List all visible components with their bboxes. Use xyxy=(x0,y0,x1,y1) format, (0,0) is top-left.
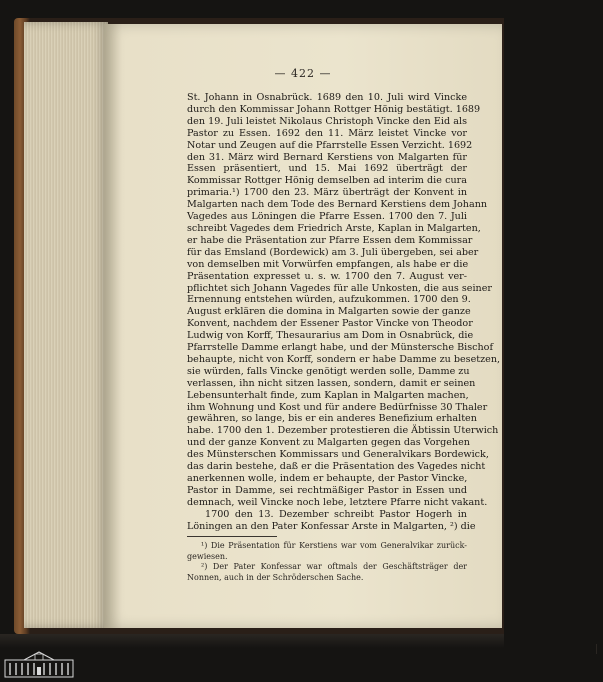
text-line: und der ganze Konvent zu Malgarten gegen das Vorgehen xyxy=(187,437,470,449)
text-line: demnach, weil Vincke noch lebe, letztere Pfarre nicht vakant. xyxy=(187,496,488,508)
footnote-line: ¹) Die Präsentation für Kerstiens war vom Generalvikar zurück- xyxy=(201,541,467,550)
text-line: Pfarrstelle Damme erlangt habe, und der Münstersche Bischof xyxy=(187,342,493,354)
text-line: Lebensunterhalt finde, zum Kaplan in Malgarten machen, xyxy=(187,389,469,401)
text-line: sie würden, falls Vincke genötigt werden solle, Damme zu xyxy=(187,365,470,377)
body-text xyxy=(187,92,501,533)
footnote-line: gewiesen. xyxy=(187,551,228,561)
text-line: Ernennung entstehen würden, aufzukommen. 1700 den 9. xyxy=(187,294,471,306)
text-line: Vagedes aus Löningen die Pfarre Essen. 1700 den 7. Juli xyxy=(187,211,467,223)
text-line: Pastor in Damme, sei rechtmäßiger Pastor in Essen und xyxy=(187,484,467,496)
table-shadow xyxy=(0,634,504,648)
text-line: August erklären die domina in Malgarten sowie der ganze xyxy=(187,306,471,318)
text-line: Malgarten nach dem Tode des Bernard Kerstiens dem Johann xyxy=(187,199,488,211)
library-building-logo-icon xyxy=(4,650,74,678)
page-edges xyxy=(24,22,108,628)
page-corner-mark xyxy=(596,644,603,654)
text-line: schreibt Vagedes dem Friedrich Arste, Kaplan in Malgarten, xyxy=(187,222,481,234)
text-line: Notar und Zeugen auf die Pfarrstelle Essen Verzicht. 1692 xyxy=(187,139,473,151)
text-line: des Münsterschen Kommissars und Generalvikars Bordewick, xyxy=(187,449,489,461)
footnotes xyxy=(187,541,467,583)
text-line: pflichtet sich Johann Vagedes für alle Unkosten, die aus seiner xyxy=(187,282,492,294)
text-line: gewähren, so lange, bis er ein anderes Benefizium erhalten xyxy=(187,413,477,425)
text-line: das darin bestehe, daß er die Präsentation des Vagedes nicht xyxy=(187,461,486,473)
text-line: durch den Kommissar Johann Rottger Hönig bestätigt. 1689 xyxy=(187,103,481,115)
page-number: — 422 — xyxy=(274,67,332,80)
text-line: habe. 1700 den 1. Dezember protestieren die Äbtissin Uterwich xyxy=(187,425,499,437)
footnote-line: ²) Der Pater Konfessar war oftmals der Geschäftsträger der xyxy=(201,562,467,572)
text-line: den 19. Juli leistet Nikolaus Christoph Vincke den Eid als xyxy=(187,115,467,127)
footnote-line: Nonnen, auch in der Schröderschen Sache. xyxy=(187,572,364,582)
text-line: anerkennen wolle, indem er behaupte, der Pastor Vincke, xyxy=(187,473,468,484)
footnote-rule xyxy=(187,536,277,537)
text-line: verlassen, ihn nicht sitzen lassen, sondern, damit er seinen xyxy=(187,377,476,389)
text-line: er habe die Präsentation zur Pfarre Essen dem Kommissar xyxy=(187,234,473,246)
text-line: für das Emsland (Bordewick) am 3. Juli übergeben, sei aber xyxy=(187,246,479,258)
text-line: primaria.¹) 1700 den 23. März überträgt der Konvent in xyxy=(187,187,467,199)
text-line: Löningen an den Pater Konfessar Arste in Malgarten, ²) die xyxy=(187,520,476,532)
text-line: Essen präsentiert, und 15. Mai 1692 überträgt der xyxy=(187,163,467,175)
text-line: den 31. März wird Bernard Kerstiens von Malgarten für xyxy=(187,151,467,163)
book-page xyxy=(104,24,502,628)
text-line: Konvent, nachdem der Essener Pastor Vincke von Theodor xyxy=(187,318,473,330)
text-line: ihm Wohnung und Kost und für andere Bedürfnisse 30 Thaler xyxy=(187,401,488,413)
text-line: St. Johann in Osnabrück. 1689 den 10. Juli wird Vincke xyxy=(187,92,467,103)
text-line: Kommissar Rottger Hönig demselben ad interim die cura xyxy=(187,175,467,187)
text-line: Ludwig von Korff, Thesaurarius am Dom in Osnabrück, die xyxy=(187,330,474,342)
text-line: Pastor zu Essen. 1692 den 11. März leistet Vincke vor xyxy=(187,127,467,139)
text-line: behaupte, nicht von Korff, sondern er habe Damme zu besetzen, xyxy=(187,353,501,365)
text-line: Präsentation expresset u. s. w. 1700 den 7. August ver- xyxy=(187,270,467,282)
text-line: von demselben mit Vorwürfen empfangen, als habe er die xyxy=(187,258,469,270)
text-line: 1700 den 13. Dezember schreibt Pastor Hogerh in xyxy=(205,508,467,520)
